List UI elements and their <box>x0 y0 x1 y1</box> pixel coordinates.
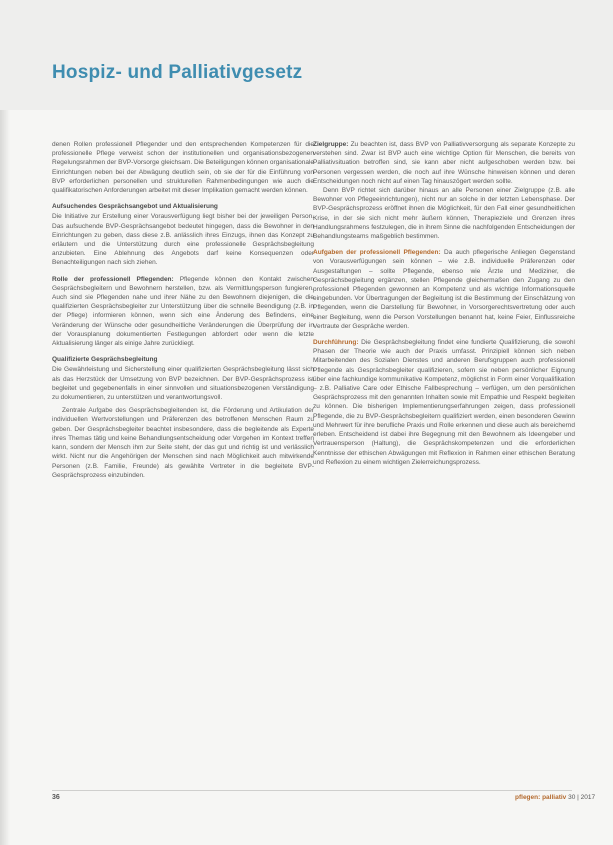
footer-rule <box>52 790 572 791</box>
lead-in: Rolle der professionell Pflegenden: <box>52 275 174 283</box>
paragraph: denen Rollen professionell Pflegender und den entsprechenden Kompetenzen für die professionelle Pflege verweist schon der institutionellen und organisationsbezogenen Regelungsrahmen der BVP-Vorsorge gleichsam. Die Beteiligungen können organisationale Einrichtungen neben bei der Abwägung deutlich sein, ob sie der für die Einführung von BVP erforderlichen personellen und strukturellen Rahmenbedingungen wie auch die qualifikatorischen Anforderungen arbeitet mit dieser Implikation gemacht werden können. <box>52 141 314 195</box>
paragraph-text: Pflegende können den Kontakt zwischen Gesprächsbegleitern und Bewohnern herstellen, bzw. als Vermittlungsperson fungieren. Auch sind sie Pflegenden nahe und ihrer Nähe zu den Bewohnern diejenigen, die die qualifizierten Gesprächsbegleiter zur Unterstützung über die schnelle Beendigung (z.B. in der Pflege) informieren können, wenn sich eine Änderung des Befindens, eine Veränderung der Wünsche oder gesundheitliche Veränderungen die Überprüfung der in der Vorausplanung dokumentierten Festlegungen abfordert oder wenn die letzte Aktualisierung länger als einige Jahre zurückliegt. <box>52 275 314 348</box>
paragraph: Denn BVP richtet sich darüber hinaus an alle Personen einer Zielgruppe (z.B. alle Bewohner von Pflegeeinrichtungen), nicht nur an solche in der letzten Lebensphase. Der BVP-Gesprächsprozess eröffnet ihnen die Möglichkeit, für den Fall einer gesundheitlichen Krise, in der sie sich nicht mehr äußern können, Therapieziele und Grenzen ihres Handlungsrahmens festzulegen, die in ihrem Sinne die nachfolgenden Entscheidungen der Behandlungsteams maßgeblich bestimmen. <box>313 187 575 241</box>
right-column <box>313 140 575 474</box>
lead-in: Aufgaben der professionell Pflegenden: <box>313 249 441 257</box>
paragraph: Die Gewährleistung und Sicherstellung einer qualifizierten Gesprächsbegleitung lässt sich als das Herzstück der Umsetzung von BVP bezeichnen. Der BVP-Gesprächsprozess ist begleitet und gegebenenfalls in einer sinnvollen und situationsbezogenen Verständigung zu dokumentieren, zu unterstützen und verantwortungsvoll. <box>52 366 314 402</box>
paragraph-with-lead <box>313 248 575 331</box>
magazine-footer <box>515 794 595 801</box>
paragraph-text: Zu beachten ist, dass BVP von Palliativversorgung als separate Konzepte zu verstehen sind. Zwar ist BVP auch eine wichtige Option für Menschen, die bereits von Palliativsituation betroffen sind, sie kann aber nicht aufgeschoben werden bzw. bei Personen vergessen werden, die noch auf ihre Wünsche hinweisen können und deren Entscheidungen noch nicht auf einen Tag hinauszögert werden sollte. <box>313 141 575 185</box>
lead-in: Zielgruppe: <box>313 141 349 148</box>
paragraph-with-lead <box>313 338 575 467</box>
paragraph: Die Initiative zur Erstellung einer Vorausverfügung liegt bisher bei der jeweiligen Person. Das aufsuchende BVP-Gesprächsangebot bedeutet hingegen, dass die Bewohner in den Einrichtungen zu geben, dass diese z.B. anlässlich ihres Einzugs, ihnen das Konzept zu erläutern und die Unterstützung durch eine professionelle Gesprächsbegleitung anzubieten. Eine Ablehnung des Angebots darf keine Konsequenzen oder Benachteiligungen nach sich ziehen. <box>52 213 314 267</box>
page-edge-shadow <box>0 0 10 845</box>
paragraph-with-subheading <box>52 355 314 402</box>
lead-in: Durchführung: <box>313 339 359 347</box>
paragraph-with-subheading <box>52 202 314 267</box>
paragraph-with-lead <box>313 140 575 186</box>
paragraph-text: Da auch pflegerische Anliegen Gegenstand von Vorausverfügungen sein können – wie z.B. individuelle Präferenzen oder Ausgestaltungen – sollte Pflegende, ebenso wie Ärzte und Mediziner, die Gesprächsbegleitung ergänzen, stellen Pflegende gleichermaßen den Zugang zu den professionell Pflegenden gewonnen an Kompetenz und als wichtige Informationsquelle eingebunden. Vor Übertragungen der Begleitung ist die Bestimmung der Einschätzung von Pflegenden, wenn die Darstellung für Bewohner, in Vorsorgerechtsvertretung oder auch einer Begleitung, wenn die Person Vorstellungen benannt hat, keine Feier, Einflussreiche Vertraute der Gespräche werden. <box>313 249 575 330</box>
subheading: Aufsuchendes Gesprächsangebot und Aktualisierung <box>52 203 218 211</box>
paragraph: Zentrale Aufgabe des Gesprächsbegleitenden ist, die Förderung und Artikulation der individuellen Wertvorstellungen und Präferenzen des betroffenen Menschen Raum zu geben. Der Gesprächsbegleiter beachtet insbesondere, dass die begleitende als Experte ihres Themas tätig und keine Behandlungsentscheidung oder Vorgehen im Kontext treffen kann, sondern der Mensch ihm zur Seite steht, der das gut und richtig ist und verlässlich wirkt. Nicht nur die Angehörigen der Menschen sind nach Möglichkeit auch mitwirkende Personen (z.B. Familie, Freunde) als gewählte Vertreter in die begleitete BVP-Gesprächsprozess einzubinden. <box>52 407 314 479</box>
paragraph-text: Die Gesprächsbegleitung findet eine fundierte Qualifizierung, die sowohl Phasen der Theorie wie auch der Praxis umfasst. Prinzipiell können sich neben Mitarbeitenden des Sozialen Dienstes und anderen Berufsgruppen auch professionell Pflegende als Gesprächsbegleiter qualifizieren, sofern sie neben persönlicher Eignung über eine fachkundige kommunikative Kompetenz, möglichst in Form einer Vorqualifikation – z.B. Palliative Care oder Ethische Fallbesprechung – verfügen, um den persönlichen Gesprächsprozess mit den genannten Inhalten sowie mit Empathie und Respekt begleiten zu können. Die bisherigen Implementierungserfahrungen zeigen, dass professionell Pflegende, die zu BVP-Gesprächsbegleitern qualifiziert werden, einen besonderen Gewinn und Mehrwert für ihre berufliche Praxis und Rolle erkennen und diese auch als bereichernd erleben. Entscheidend ist dabei ihre Begegnung mit den Bewohnern als Ideengeber und Vertrauensperson (Haltung), die Gesprächskompetenzen und die erforderlichen Kenntnisse der ethischen Abwägungen mit Reflexion in Rahmen einer ethischen Beratung und Reflexion zu einem wichtigen Zielerreichungsprozess. <box>313 339 575 466</box>
page-title: Hospiz- und Palliativgesetz <box>52 62 303 83</box>
paragraph-with-lead <box>52 275 314 349</box>
issue-number: 30 | 2017 <box>568 794 596 801</box>
page-number: 36 <box>52 794 60 801</box>
subheading: Qualifizierte Gesprächsbegleitung <box>52 356 158 364</box>
left-column <box>52 140 314 487</box>
magazine-name: pflegen: palliativ <box>515 794 567 801</box>
header-band <box>0 0 613 110</box>
